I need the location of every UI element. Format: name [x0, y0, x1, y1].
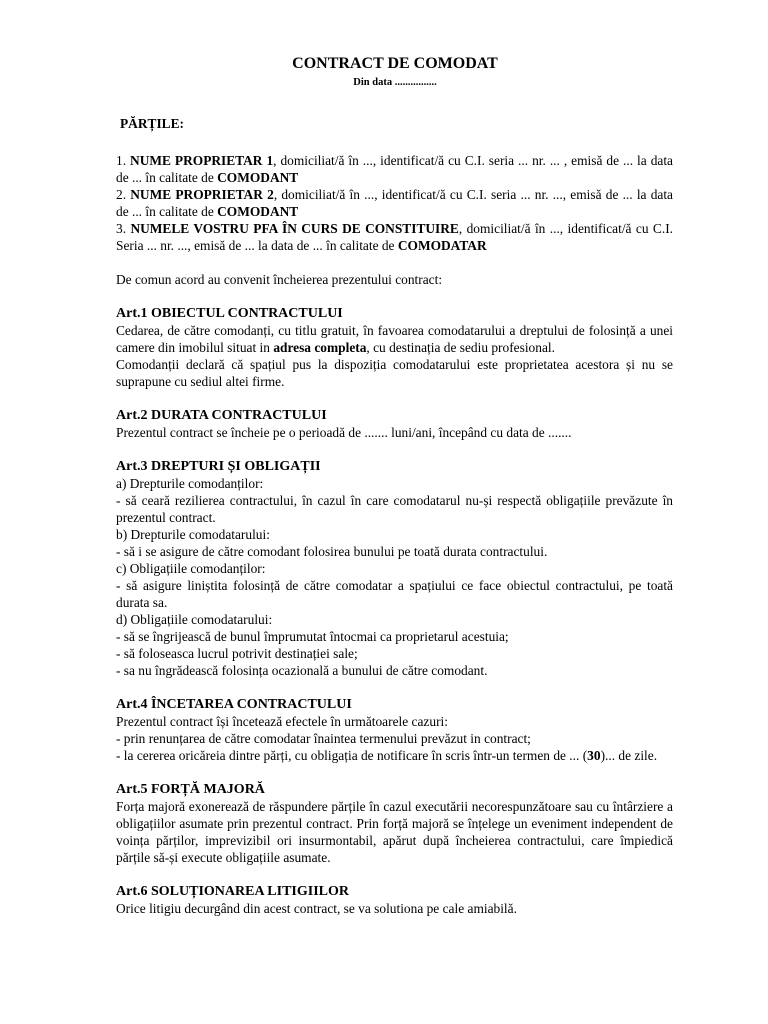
party-number: 3. [116, 221, 131, 236]
parties-heading: PĂRȚILE: [120, 116, 184, 131]
text-run: - la cererea oricăreia dintre părți, cu obligația de notificare în scris într-un termen de ... ( [116, 748, 588, 763]
text-run: )... de zile. [600, 748, 658, 763]
art4-line: Prezentul contract își încetează efectele în următoarele cazuri: [116, 714, 448, 729]
party-role: COMODATAR [397, 238, 487, 253]
document-title: CONTRACT DE COMODAT [292, 55, 498, 72]
party-details: , domiciliat/ă în ..., identificat/ă cu C.I. Seria ... nr. ..., emisă de ... la data de ... în calitate de [116, 221, 673, 253]
art3-line: b) Drepturile comodatarului: [116, 527, 270, 542]
art4-line: - prin renunțarea de către comodatar înaintea termenului prevăzut in contract; [116, 731, 531, 746]
art3-line: c) Obligațiile comodanților: [116, 561, 266, 576]
art3-line: a) Drepturile comodanților: [116, 476, 264, 491]
art4-line [116, 747, 673, 764]
art3-line: - sa nu îngrădească folosința ocazională a bunului de către comodant. [116, 663, 488, 678]
party-3 [116, 220, 673, 254]
art1-title: Art.1 OBIECTUL CONTRACTULUI [116, 306, 343, 321]
document-body [116, 101, 673, 917]
art4-title: Art.4 ÎNCETAREA CONTRACTULUI [116, 697, 352, 712]
art3-line: - să asigure liniștita folosință de către comodatar a spațiului ce face obiectul contractului, pe toată durata sa. [116, 578, 673, 610]
party-name: NUMELE VOSTRU PFA ÎN CURS DE CONSTITUIRE [130, 221, 459, 236]
party-details: , domiciliat/ă în ..., identificat/ă cu C.I. seria ... nr. ..., emisă de ... la data de ... în calitate de [116, 187, 674, 219]
party-role: COMODANT [217, 204, 299, 219]
document-date-line: Din data ................ [353, 77, 437, 88]
art3-title: Art.3 DREPTURI ȘI OBLIGAȚII [116, 459, 321, 474]
party-role: COMODANT [217, 170, 299, 185]
party-1 [116, 152, 673, 186]
party-name: NUME PROPRIETAR 2 [130, 187, 274, 202]
party-details: , domiciliat/ă în ..., identificat/ă cu C.I. seria ... nr. ... , emisă de ... la data de ... în calitate de [116, 153, 673, 185]
art1-paragraph-2: Comodanții declară că spațiul pus la dispoziția comodatarului este proprietatea acestora și nu se suprapune cu sediul altei firme. [116, 357, 673, 389]
art2-title: Art.2 DURATA CONTRACTULUI [116, 408, 327, 423]
text-run: , cu destinația de sediu profesional. [366, 340, 555, 355]
party-number: 1. [116, 153, 131, 168]
art3-line: d) Obligațiile comodatarului: [116, 612, 273, 627]
text-run: Cedarea, de către comodanți, cu titlu gratuit, în favoarea comodatarului a dreptului de folosință a unei camere din imobilul situat in [116, 323, 673, 355]
art5-title: Art.5 FORȚĂ MAJORĂ [116, 782, 265, 797]
notice-days-value: 30 [587, 748, 601, 763]
art2-paragraph: Prezentul contract se încheie pe o perioadă de ....... luni/ani, începând cu data de ....... [116, 425, 572, 440]
party-2 [116, 186, 673, 220]
art3-line: - să i se asigure de către comodant folosirea bunului pe toată durata contractului. [116, 544, 548, 559]
art3-line: - să se îngrijească de bunul împrumutat întocmai ca proprietarul acestuia; [116, 629, 509, 644]
art6-title: Art.6 SOLUȚIONAREA LITIGIILOR [116, 884, 349, 899]
address-placeholder: adresa completa [273, 340, 367, 355]
party-name: NUME PROPRIETAR 1 [130, 153, 274, 168]
art3-line: - să foloseasca lucrul potrivit destinației sale; [116, 646, 358, 661]
agreement-line: De comun acord au convenit încheierea prezentului contract: [116, 272, 443, 287]
art6-paragraph: Orice litigiu decurgând din acest contract, se va solutiona pe cale amiabilă. [116, 901, 517, 916]
art3-line: - să ceară rezilierea contractului, în cazul în care comodatarul nu-și respectă obligațiile prevăzute în prezentul contract. [116, 493, 673, 525]
art5-paragraph: Forța majoră exonerează de răspundere părțile în cazul executării necorespunzătoare sau cu întârziere a obligațiilor asumate prin prezentul contract. Prin forță majoră se înțelege un eveniment independent de voința părților, imprevizibil ori insurmontabil, apărut după încheierea contractului, care împiedică părțile să-și execute obligațiile asumate. [116, 799, 673, 865]
party-number: 2. [116, 187, 131, 202]
art1-paragraph-1 [116, 322, 673, 356]
